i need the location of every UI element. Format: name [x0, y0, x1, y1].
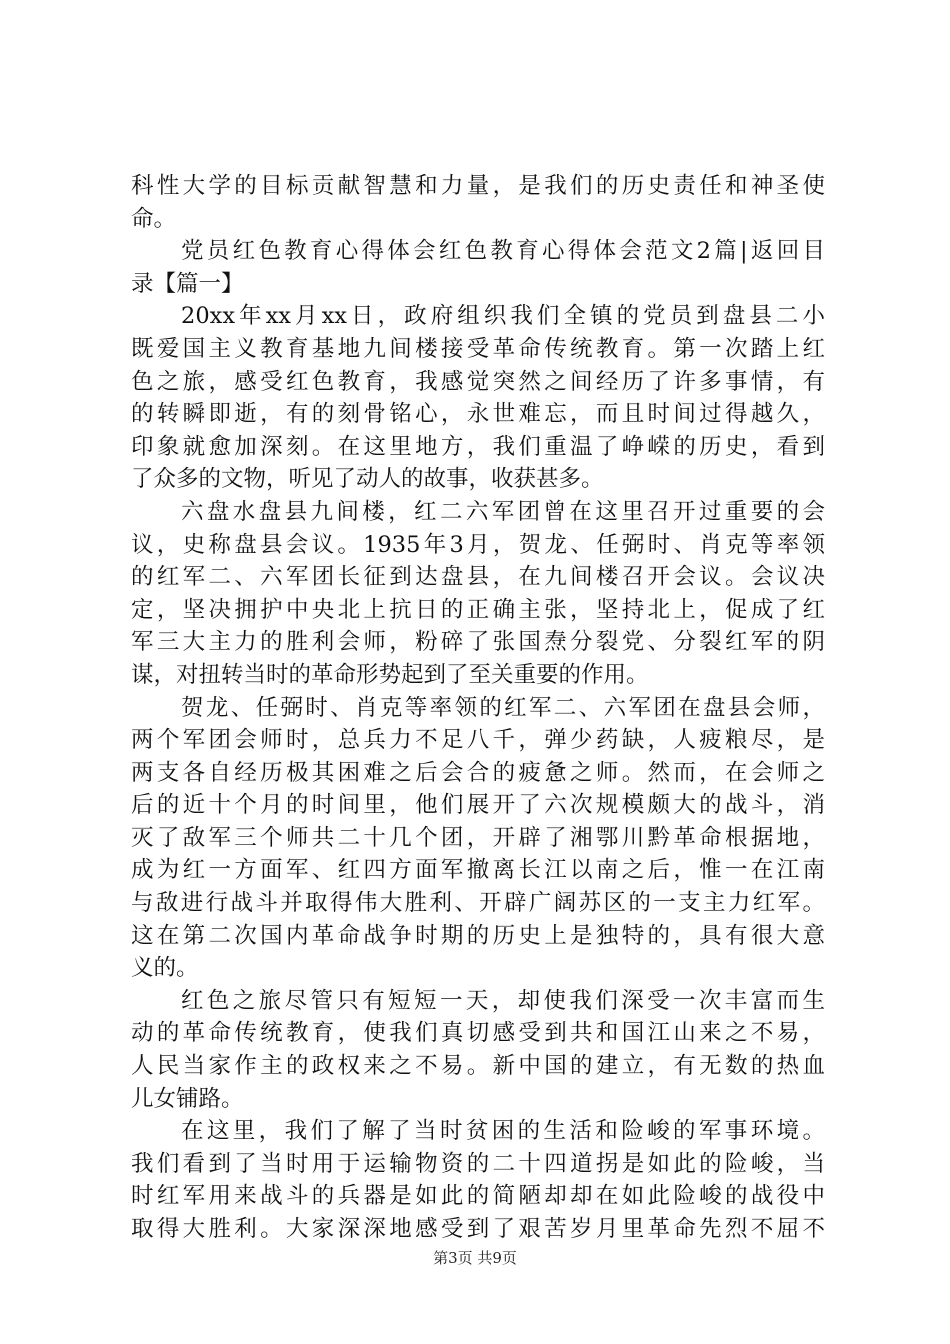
text-line: 儿女铺路。	[131, 1085, 244, 1112]
document-body	[131, 170, 825, 1246]
text-line: 两个军团会师时，总兵力不足八千，弹少药缺，人疲粮尽，是	[131, 727, 825, 754]
text-line: 两支各自经历极其困难之后会合的疲惫之师。然而，在会师之	[131, 759, 825, 786]
text-line: 与敌进行战斗并取得伟大胜利、开辟广阔苏区的一支主力红军。	[131, 890, 825, 917]
text-line: 红色之旅尽管只有短短一天，却使我们深受一次丰富而生	[181, 987, 825, 1014]
text-line: 人民当家作主的政权来之不易。新中国的建立，有无数的热血	[131, 1053, 825, 1080]
text-line: 命。	[131, 205, 177, 232]
text-line: 印象就愈加深刻。在这里地方，我们重温了峥嵘的历史，看到	[131, 433, 825, 460]
text-line: 成为红一方面军、红四方面军撤离长江以南之后，惟一在江南	[131, 857, 825, 884]
text-line: 时红军用来战斗的兵器是如此的简陋却却在如此险峻的战役中	[131, 1183, 825, 1210]
text-line: 动的革命传统教育，使我们真切感受到共和国江山来之不易，	[131, 1020, 825, 1047]
text-line: 灭了敌军三个师共二十几个团，开辟了湘鄂川黔革命根据地，	[131, 824, 825, 851]
text-line: 既爱国主义教育基地九间楼接受革命传统教育。第一次踏上红	[131, 335, 825, 362]
text-line: 20xx年xx月xx日，政府组织我们全镇的党员到盘县二小	[181, 303, 825, 330]
page-footer: 第3页 共9页	[433, 1249, 517, 1267]
text-line: 科性大学的目标贡献智慧和力量，是我们的历史责任和神圣使	[131, 173, 825, 199]
text-line: 这在第二次国内革命战争时期的历史上是独特的，具有很大意	[131, 922, 825, 949]
text-line: 我们看到了当时用于运输物资的二十四道拐是如此的险峻，当	[131, 1150, 825, 1177]
text-line: 的转瞬即逝，有的刻骨铭心，永世难忘，而且时间过得越久，	[131, 401, 825, 428]
text-line: 义的。	[131, 955, 199, 982]
text-line: 在这里，我们了解了当时贫困的生活和险峻的军事环境。	[181, 1118, 825, 1145]
text-line: 谋，对扭转当时的革命形势起到了至关重要的作用。	[131, 661, 649, 688]
text-line: 党员红色教育心得体会红色教育心得体会范文2篇|返回目	[181, 238, 825, 265]
text-line: 六盘水盘县九间楼，红二六军团曾在这里召开过重要的会	[181, 498, 825, 525]
text-line: 后的近十个月的时间里，他们展开了六次规模颇大的战斗，消	[131, 792, 825, 819]
text-line: 议，史称盘县会议。1935年3月，贺龙、任弼时、肖克等率领	[131, 531, 825, 558]
text-line: 军三大主力的胜利会师，粉碎了张国焘分裂党、分裂红军的阴	[131, 629, 825, 656]
text-line: 的红军二、六军团长征到达盘县，在九间楼召开会议。会议决	[131, 564, 825, 591]
text-line: 色之旅，感受红色教育，我感觉突然之间经历了许多事情，有	[131, 368, 825, 395]
text-line: 定，坚决拥护中央北上抗日的正确主张，坚持北上，促成了红	[131, 596, 825, 623]
text-line: 录【篇一】	[131, 270, 244, 297]
text-line: 贺龙、任弼时、肖克等率领的红军二、六军团在盘县会师，	[181, 694, 825, 721]
text-line: 了众多的文物，听见了动人的故事，收获甚多。	[131, 466, 604, 493]
text-line: 取得大胜利。大家深深地感受到了艰苦岁月里革命先烈不屈不	[131, 1216, 825, 1242]
